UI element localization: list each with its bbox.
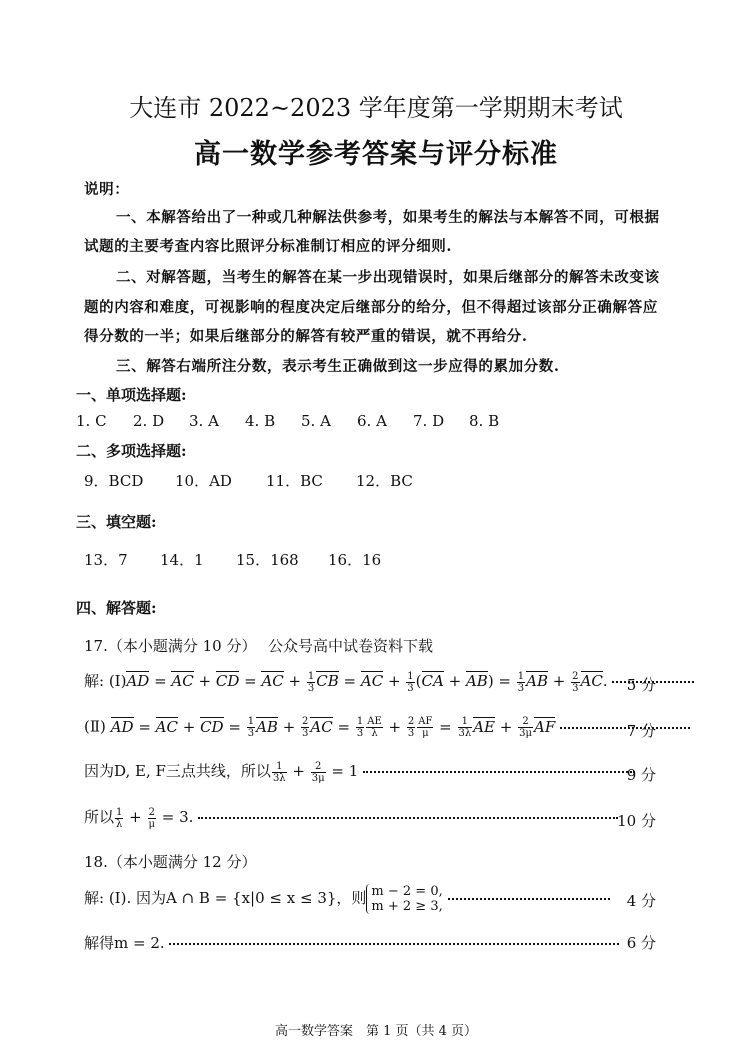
q17-step-3-tail: = 1: [331, 762, 359, 780]
section-single-choice-heading: 一、单项选择题:: [76, 386, 187, 404]
equation-system: [366, 884, 442, 914]
fill-blank-answers: [84, 549, 381, 570]
answer-item: 5. A: [301, 412, 331, 430]
q17-step-2: [84, 716, 690, 739]
q17-step-1-score: 5 分: [626, 676, 656, 694]
answer-item: 1. C: [76, 412, 107, 430]
q17-source-note: 公众号高中试卷资料下载: [268, 637, 434, 655]
notes-paragraph-2-line-3: 得分数的一半；如果后继部分的解答有较严重的错误，就不再给分.: [84, 328, 528, 345]
page-footer: 高一数学答案 第 1 页（共 4 页）: [274, 1024, 478, 1039]
answer-item: 8. B: [469, 412, 500, 430]
q18-step-2: [84, 932, 619, 953]
answer-item: 11．BC: [266, 472, 323, 490]
answer-item: 14．1: [160, 551, 204, 569]
q18-step-2-score: 6 分: [626, 934, 656, 952]
leader-dots: [560, 727, 690, 729]
q18-header: 18.（本小题满分 12 分）: [84, 853, 257, 871]
q17-step-2-formula: AD = AC + CD = $\frac{1}{3}$ AB + $\frac{2}{3}$ AC = $\frac{1}{3}$ $\frac{AE}{\lambda}$ + $\frac{2}{3}$ $\frac{AF}{\mu}$ = $\frac{1}{3\lambda}$ AE + $\frac{2}{3\mu}$ AF: [110, 716, 556, 739]
section-solutions-heading: 四、解答题:: [76, 599, 157, 617]
q17-step-2-prefix: (Ⅱ): [84, 717, 106, 736]
section-multiple-choice-heading: 二、多项选择题:: [76, 442, 187, 460]
q18-step-1-prefix: 解: (Ⅰ). 因为A ∩ B = {x|0 ≤ x ≤ 3}，则: [84, 889, 367, 907]
answer-item: 12．BC: [356, 472, 413, 490]
notes-paragraph-1-line-1: 一、本解答给出了一种或几种解法供参考，如果考生的解法与本解答不同，可根据: [116, 209, 660, 226]
answer-item: 3. A: [189, 412, 219, 430]
q17-header: 17.（本小题满分 10 分）: [84, 637, 257, 655]
leader-dots: [198, 817, 618, 819]
answer-item: 13．7: [84, 551, 128, 569]
notes-paragraph-3: 三、解答右端所注分数，表示考生正确做到这一步应得的累加分数.: [116, 358, 560, 375]
q17-step-4: 所以 $\frac{1}{\lambda}$ + $\frac{2}{\mu}$ = 3.: [84, 806, 618, 830]
answer-item: 16．16: [328, 551, 382, 569]
leader-dots: [448, 898, 610, 900]
q17-step-1: [84, 670, 694, 694]
notes-paragraph-2-line-2: 题的内容和难度，可视影响的程度决定后继部分的给分，但不得超过该部分正确解答应: [84, 299, 658, 316]
multiple-choice-answers: [84, 470, 413, 491]
answer-item: 7. D: [413, 412, 445, 430]
notes-heading: 说明：: [84, 181, 130, 198]
q17-step-2-score: 7 分: [626, 722, 656, 740]
q18-step-1: [84, 884, 610, 914]
q17-step-3-score: 9 分: [626, 766, 656, 784]
notes-paragraph-2-line-1: 二、对解答题，当考生的解答在某一步出现错误时，如果后继部分的解答未改变该: [116, 269, 660, 286]
q17-step-3-prefix: 因为D, E, F三点共线，所以: [84, 762, 271, 780]
equation-line: m − 2 = 0,: [371, 884, 443, 899]
answer-item: 15．168: [236, 551, 299, 569]
q17-step-3: 因为D, E, F三点共线，所以 $\frac{1}{3\lambda}$ + $\frac{2}{3\mu}$ = 1: [84, 760, 635, 784]
exam-title: 大连市 2022~2023 学年度第一学期期末考试: [129, 94, 623, 122]
q18-step-1-score: 4 分: [626, 892, 656, 910]
q17-step-4-prefix: 所以: [84, 808, 115, 826]
q17-step-4-score: 10 分: [617, 812, 656, 830]
answer-item: 4. B: [245, 412, 276, 430]
leader-dots: [363, 771, 635, 773]
answer-item: 6. A: [357, 412, 387, 430]
equation-line: m + 2 ≥ 3,: [371, 899, 443, 914]
leader-dots: [169, 943, 619, 945]
section-fill-blank-heading: 三、填空题:: [76, 513, 157, 531]
answer-item: 2. D: [133, 412, 165, 430]
q17-step-1-formula: AD = AC + CD = AC + $\frac{1}{3}$ CB = AC + $\frac{1}{3}$ (CA + AB) = $\frac{1}{3}$ AB + $\frac{2}{3}$ AC.: [126, 670, 608, 694]
answer-item: 10．AD: [175, 472, 232, 490]
q17-step-4-tail: = 3.: [161, 808, 194, 826]
q17-step-1-prefix: 解: (I): [84, 672, 127, 690]
document-subtitle: 高一数学参考答案与评分标准: [194, 139, 558, 170]
q18-step-2-text: 解得m = 2.: [84, 934, 165, 952]
answer-item: 9．BCD: [84, 472, 144, 490]
notes-paragraph-1-line-2: 试题的主要考查内容比照评分标准制订相应的评分细则.: [84, 238, 453, 255]
single-choice-answers: [76, 412, 499, 430]
